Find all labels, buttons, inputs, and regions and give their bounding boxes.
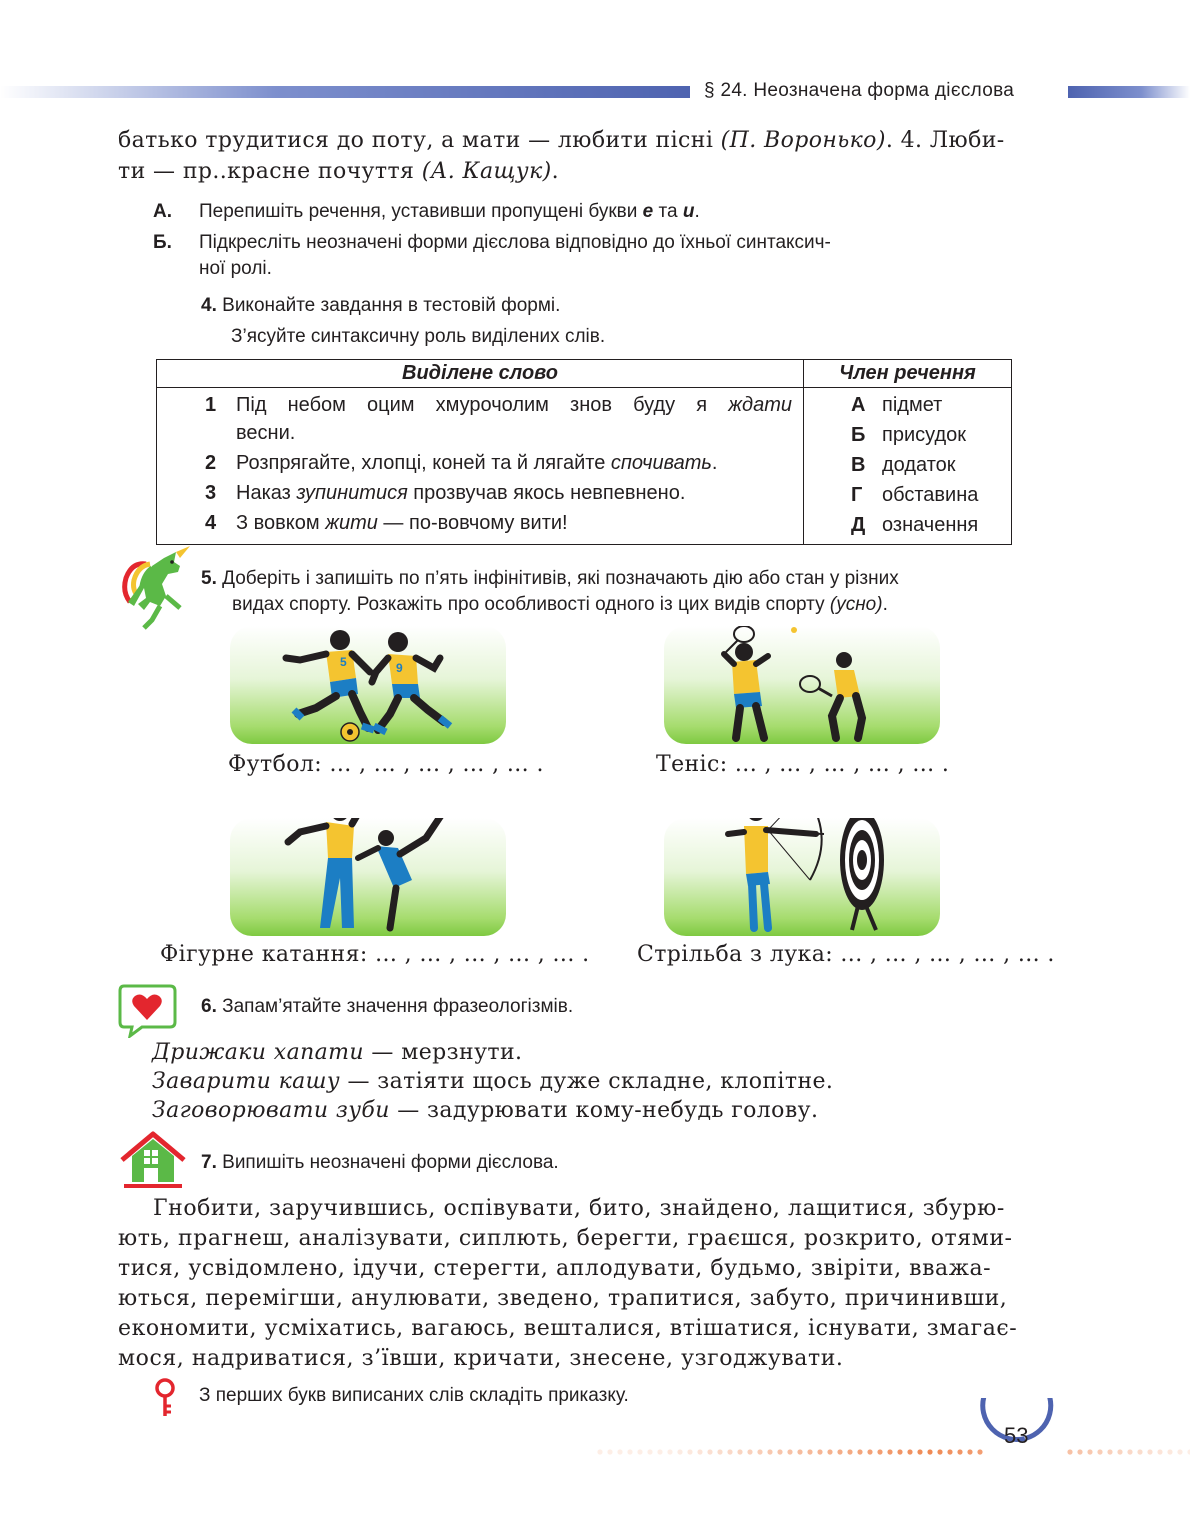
- footer-dot: [667, 1449, 672, 1454]
- phrase-3-meaning: — задурювати кому-небудь голову.: [389, 1098, 819, 1123]
- footer-dot: [1167, 1449, 1172, 1454]
- subtask-a-end: .: [694, 201, 700, 222]
- footer-dot: [1087, 1449, 1092, 1454]
- intro-line-1: [118, 128, 1005, 153]
- subtask-a-text-main: Перепишіть речення, уставивши пропущені букви: [199, 201, 643, 222]
- option-d-text: означення: [882, 514, 979, 536]
- footer-dot: [727, 1449, 732, 1454]
- page-number: 53: [1004, 1423, 1029, 1448]
- option-b-text: присудок: [882, 424, 967, 446]
- phrase-2-idiom: Заварити кашу: [152, 1069, 341, 1094]
- footer-dot: [707, 1449, 712, 1454]
- footer-dot: [787, 1449, 792, 1454]
- footer-dot: [867, 1449, 872, 1454]
- footer-dot: [907, 1449, 912, 1454]
- footer-dot: [837, 1449, 842, 1454]
- sport-label-football: Футбол: ... , ... , ... , ... , ... .: [228, 752, 544, 777]
- footer-dot: [1127, 1449, 1132, 1454]
- row-4-after: — по-вовчому вити!: [377, 512, 568, 534]
- header-band-left: [0, 86, 690, 98]
- page-footer-decoration: [590, 1398, 1190, 1508]
- phrase-3-idiom: Заговорювати зуби: [152, 1098, 390, 1123]
- sport-label-skating: Фігурне катання: ... , ... , ... , ... , ... .: [160, 942, 590, 967]
- row-3-after: прозвучав якось невпевнено.: [407, 482, 686, 504]
- footer-dot: [897, 1449, 902, 1454]
- footer-dot: [887, 1449, 892, 1454]
- task-5-line-1-text: Доберіть і запишіть по п’ять інфінітивів, які позначають дію або стан у різних: [222, 568, 899, 589]
- phrase-2: [152, 1069, 833, 1094]
- task-4-line-1: Виконайте завдання в тестовій формі.: [222, 295, 561, 316]
- footer-dot: [677, 1449, 682, 1454]
- row-3-num: 3: [205, 482, 217, 504]
- footer-dot: [627, 1449, 632, 1454]
- jersey-number-5: 5: [340, 655, 347, 669]
- row-2-text: [236, 452, 717, 475]
- footer-dot: [817, 1449, 822, 1454]
- row-4-before: З вовком: [236, 512, 326, 534]
- skating-illustration: [230, 818, 506, 936]
- row-2-italic: спочивать: [610, 452, 712, 474]
- row-3-italic: зупинитися: [296, 482, 408, 504]
- footer-dot: [1147, 1449, 1152, 1454]
- intro-line-2-author: (А. Кащук): [421, 159, 552, 184]
- option-d-letter: Д: [851, 514, 866, 536]
- intro-line-1-tail: . 4. Люби-: [885, 128, 1005, 153]
- row-4-italic: жити: [325, 512, 378, 534]
- intro-line-1-text: батько трудитися до поту, а мати — любити пісні: [118, 128, 721, 153]
- phrase-1-meaning: — мерзнути.: [364, 1040, 523, 1065]
- section-title: § 24. Неозначена форма дієслова: [704, 80, 1015, 101]
- intro-line-2-text: ти — пр..красне почуття: [118, 159, 422, 184]
- footer-dot: [927, 1449, 932, 1454]
- football-illustration: [230, 626, 506, 744]
- col-header-member: Член речення: [804, 360, 1012, 388]
- row-1-cont: весни.: [236, 422, 296, 444]
- footer-dot: [1157, 1449, 1162, 1454]
- subtask-a-letter-y: и: [682, 201, 695, 222]
- subtask-a-letter-e: е: [642, 201, 654, 222]
- heart-speech-icon: [118, 984, 178, 1038]
- task-5-line-2-end: .: [882, 594, 888, 615]
- row-3-text: [236, 482, 685, 505]
- phrase-3: [152, 1098, 818, 1123]
- footer-dot: [757, 1449, 762, 1454]
- header-band-right: [1068, 86, 1190, 98]
- footer-dot: [1097, 1449, 1102, 1454]
- footer-dot: [957, 1449, 962, 1454]
- footer-dot: [1177, 1449, 1182, 1454]
- word-line-3: тися, усвідомлено, ідучи, стерегти, аплодувати, будьмо, звіріти, вважа-: [118, 1256, 992, 1281]
- subtask-b-line-1: Підкресліть неозначені форми дієслова відповідно до їхньої синтаксич-: [199, 232, 831, 253]
- footer-dot: [807, 1449, 812, 1454]
- row-2-num: 2: [205, 452, 217, 474]
- footer-dot: [797, 1449, 802, 1454]
- footer-dot: [617, 1449, 622, 1454]
- footer-dot: [607, 1449, 612, 1454]
- football-players-icon: [230, 626, 506, 744]
- phrase-2-meaning: — затіяти щось дуже складне, клопітне.: [340, 1069, 834, 1094]
- task-5-number: 5.: [201, 568, 217, 589]
- footer-dots: [597, 1449, 1190, 1454]
- task-4-line-2: З’ясуйте синтаксичну роль виділених слів.: [231, 326, 606, 347]
- footer-dot: [717, 1449, 722, 1454]
- phrase-1-idiom: Дрижаки хапати: [152, 1040, 365, 1065]
- footer-dot: [847, 1449, 852, 1454]
- tennis-illustration: [664, 626, 940, 744]
- phrase-1: [152, 1040, 522, 1065]
- task-7-heading: [201, 1152, 559, 1174]
- tennis-players-icon: [664, 626, 940, 744]
- option-a-letter: А: [851, 394, 866, 416]
- word-line-1: Гнобити, заручившись, оспівувати, бито, знайдено, лащитися, збурю-: [153, 1196, 1005, 1221]
- task-5-line-2-text: видах спорту. Розкажіть про особливості одного із цих видів спорту: [232, 594, 830, 615]
- sport-label-tennis: Теніс: ... , ... , ... , ... , ... .: [656, 752, 950, 777]
- row-1-num: 1: [205, 394, 217, 416]
- row-4-num: 4: [205, 512, 217, 534]
- intro-line-2-tail: .: [551, 159, 560, 184]
- sentences-cell: [157, 388, 804, 545]
- task-7-text: Випишіть неозначені форми дієслова.: [222, 1152, 559, 1173]
- key-icon: [152, 1378, 178, 1418]
- footer-dot: [827, 1449, 832, 1454]
- footer-dot: [1067, 1449, 1072, 1454]
- footer-dot: [737, 1449, 742, 1454]
- row-2-after: .: [711, 452, 718, 474]
- footer-dot: [637, 1449, 642, 1454]
- row-1-before: Під небом оцим хмурочолим знов буду я: [236, 394, 729, 416]
- footer-dot: [647, 1449, 652, 1454]
- row-4-text: [236, 512, 568, 535]
- footer-dot: [657, 1449, 662, 1454]
- footer-dot: [1077, 1449, 1082, 1454]
- task-7-number: 7.: [201, 1152, 217, 1173]
- footer-dot: [767, 1449, 772, 1454]
- footer-dot: [947, 1449, 952, 1454]
- col-header-word: Виділене слово: [157, 360, 804, 388]
- option-g-letter: Г: [851, 484, 863, 506]
- footer-dot: [977, 1449, 982, 1454]
- task-4-heading: [201, 295, 560, 317]
- subtask-a-and: та: [653, 201, 683, 222]
- subtask-b-letter: Б.: [153, 232, 172, 253]
- footer-dot: [597, 1449, 602, 1454]
- footer-dot: [937, 1449, 942, 1454]
- unicorn-icon: [116, 544, 198, 632]
- row-1-italic: ждати: [728, 394, 792, 416]
- word-line-6: мося, надриватися, з’ївши, кричати, знесене, узгоджувати.: [118, 1346, 844, 1371]
- footer-dot: [747, 1449, 752, 1454]
- task-5-line-1: [201, 568, 899, 590]
- subtask-a-letter: А.: [153, 201, 172, 222]
- row-2-before: Розпрягайте, хлопці, коней та й лягайте: [236, 452, 611, 474]
- task-4-number: 4.: [201, 295, 217, 316]
- task-6-number: 6.: [201, 996, 217, 1017]
- footer-dot: [777, 1449, 782, 1454]
- task-5-line-2: [232, 594, 888, 616]
- option-v-letter: В: [851, 454, 866, 476]
- footer-dot: [1137, 1449, 1142, 1454]
- footer-dot: [687, 1449, 692, 1454]
- key-task-text: З перших букв виписаних слів складіть приказку.: [199, 1385, 629, 1406]
- footer-dot: [697, 1449, 702, 1454]
- option-a-text: підмет: [882, 394, 943, 416]
- footer-dot: [967, 1449, 972, 1454]
- option-g-text: обставина: [882, 484, 979, 506]
- footer-dot: [1107, 1449, 1112, 1454]
- task-6-text: Запам’ятайте значення фразеологізмів.: [222, 996, 574, 1017]
- skaters-icon: [230, 818, 506, 936]
- task-5-line-2-italic: (усно): [829, 594, 883, 615]
- sport-label-archery: Стрільба з лука: ... , ... , ... , ... , ... .: [637, 942, 1055, 967]
- options-cell: [804, 388, 1012, 545]
- footer-dot: [917, 1449, 922, 1454]
- word-line-4: ються, перемігши, анулювати, зведено, трапитися, забуто, причинивши,: [118, 1286, 1008, 1311]
- option-v-text: додаток: [882, 454, 956, 476]
- footer-dot: [877, 1449, 882, 1454]
- subtask-b-line-2: ної ролі.: [199, 258, 272, 279]
- archery-illustration: [664, 818, 940, 936]
- intro-line-2: [118, 159, 559, 184]
- house-icon: [118, 1130, 188, 1190]
- word-line-5: економити, усміхатись, вагаюсь, вешталися, втішатися, існувати, змагає-: [118, 1316, 1018, 1341]
- test-table: [156, 359, 1012, 545]
- word-line-2: ють, прагнеш, аналізувати, сиплють, берегти, граєшся, розкрито, отями-: [118, 1226, 1013, 1251]
- archer-and-target-icon: [664, 818, 940, 936]
- option-b-letter: Б: [851, 424, 866, 446]
- jersey-number-9: 9: [396, 661, 403, 675]
- intro-line-1-author: (П. Воронько): [720, 128, 886, 153]
- task-6-heading: [201, 996, 573, 1018]
- subtask-a-text: [199, 201, 700, 223]
- row-1-text: [236, 394, 792, 417]
- footer-dot: [857, 1449, 862, 1454]
- row-3-before: Наказ: [236, 482, 297, 504]
- footer-dot: [1117, 1449, 1122, 1454]
